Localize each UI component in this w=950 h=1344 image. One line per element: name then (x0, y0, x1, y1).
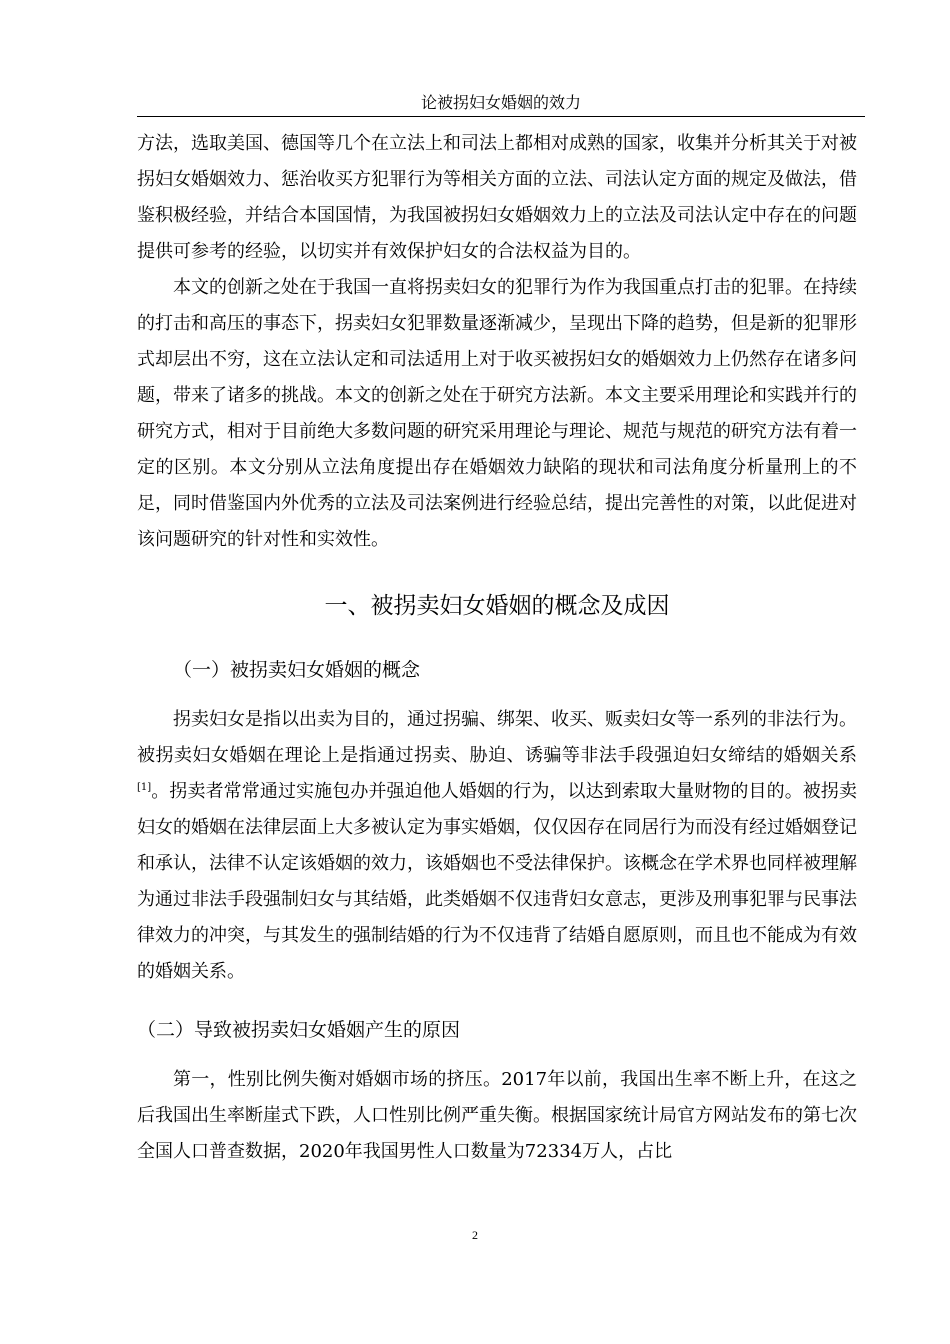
paragraph-innovation: 本文的创新之处在于我国一直将拐卖妇女的犯罪行为作为我国重点打击的犯罪。在持续的打击和高压的事态下，拐卖妇女犯罪数量逐渐减少，呈现出下降的趋势，但是新的犯罪形式却层出不穷，这在立法认定和司法适用上对于收买被拐妇女的婚姻效力上仍然存在诸多问题，带来了诸多的挑战。本文的创新之处在于研究方法新。本文主要采用理论和实践并行的研究方式，相对于目前绝大多数问题的研究采用理论与理论、规范与规范的研究方法有着一定的区别。本文分别从立法角度提出存在婚姻效力缺陷的现状和司法角度分析量刑上的不足，同时借鉴国内外优秀的立法及司法案例进行经验总结，提出完善性的对策，以此促进对该问题研究的针对性和实效性。 (137, 277, 857, 550)
paragraph-concept (137, 702, 857, 990)
running-header: 论被拐妇女婚姻的效力 (137, 90, 865, 117)
subsection-heading-concept: （一）被拐卖妇女婚姻的概念 (173, 659, 421, 681)
section-heading-1: 一、被拐卖妇女婚姻的概念及成因 (324, 593, 670, 619)
subsection-heading-causes: （二）导致被拐卖妇女婚姻产生的原因 (137, 1019, 461, 1041)
page-body (137, 126, 857, 1170)
paragraph-methods: 方法，选取美国、德国等几个在立法上和司法上都相对成熟的国家，收集并分析其关于对被拐妇女婚姻效力、惩治收买方犯罪行为等相关方面的立法、司法认定方面的规定及做法，借鉴积极经验，并结合本国国情，为我国被拐妇女婚姻效力上的立法及司法认定中存在的问题提供可参考的经验，以切实并有效保护妇女的合法权益为目的。 (137, 133, 857, 262)
paragraph-concept-part2: 。拐卖者常常通过实施包办并强迫他人婚姻的行为，以达到索取大量财物的目的。被拐卖妇女的婚姻在法律层面上大多被认定为事实婚姻，仅仅因存在同居行为而没有经过婚姻登记和承认，法律不认定该婚姻的效力，该婚姻也不受法律保护。该概念在学术界也同样被理解为通过非法手段强制妇女与其结婚，此类婚姻不仅违背妇女意志，更涉及刑事犯罪与民事法律效力的冲突，与其发生的强制结婚的行为不仅违背了结婚自愿原则，而且也不能成为有效的婚姻关系。 (137, 781, 857, 982)
paragraph-concept-part1: 拐卖妇女是指以出卖为目的，通过拐骗、绑架、收买、贩卖妇女等一系列的非法行为。被拐卖妇女婚姻在理论上是指通过拐卖、胁迫、诱骗等非法手段强迫妇女缔结的婚姻关系 (137, 709, 857, 766)
citation-ref-1[interactable]: [1] (137, 782, 152, 793)
paragraph-causes: 第一，性别比例失衡对婚姻市场的挤压。2017年以前，我国出生率不断上升，在这之后我国出生率断崖式下跌，人口性别比例严重失衡。根据国家统计局官方网站发布的第七次全国人口普查数据，2020年我国男性人口数量为72334万人，占比 (137, 1069, 857, 1162)
page-number: 2 (472, 1228, 478, 1242)
